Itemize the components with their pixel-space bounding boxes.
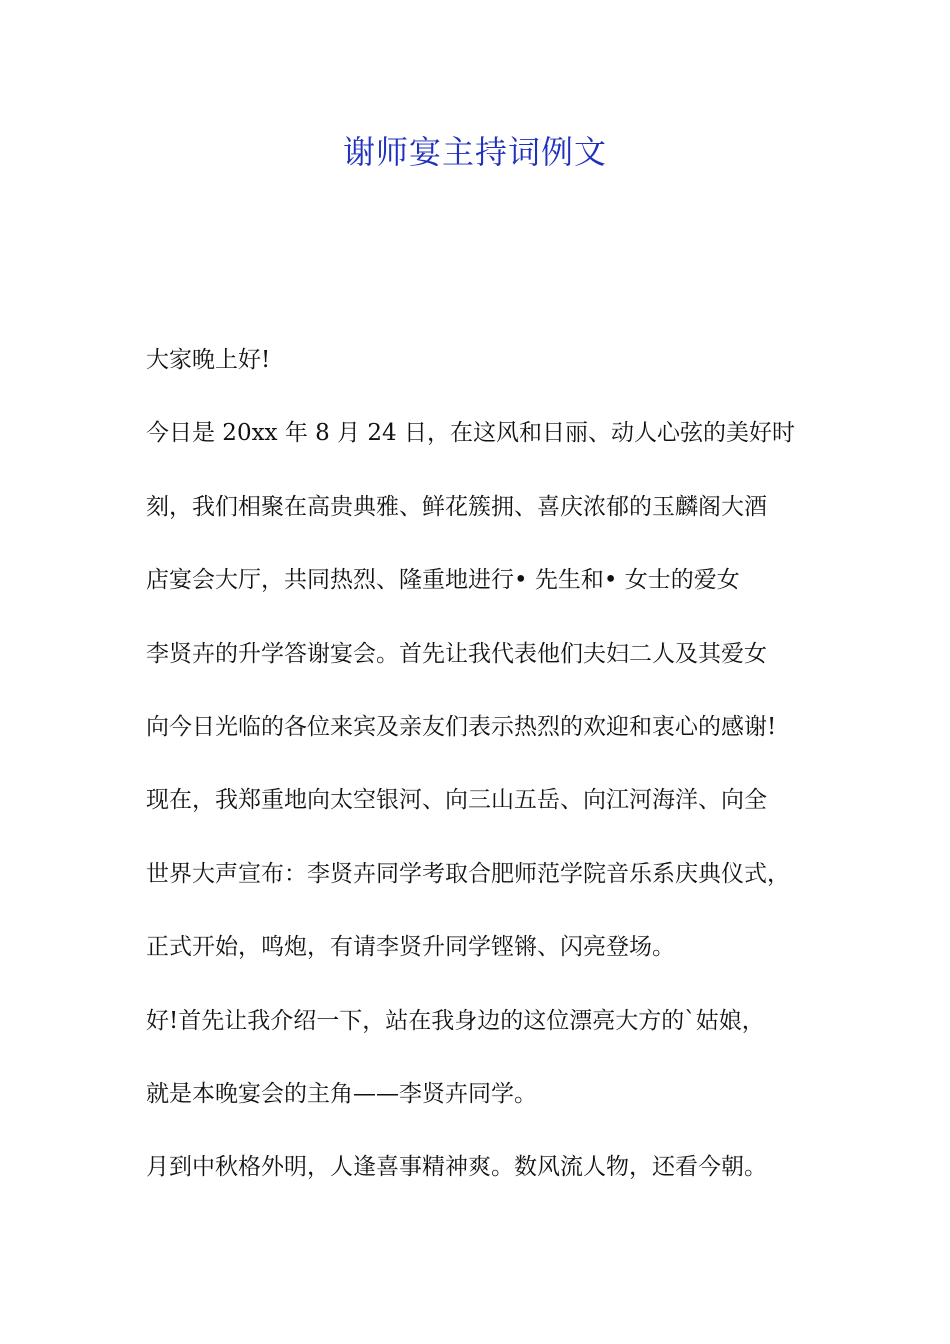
paragraph-line: 就是本晚宴会的主角——李贤卉同学。: [146, 1080, 537, 1107]
document-title: 谢师宴主持词例文: [342, 133, 607, 171]
paragraph-line: 李贤卉的升学答谢宴会。首先让我代表他们夫妇二人及其爱女: [146, 640, 767, 667]
paragraph-line: 月到中秋格外明，人逢喜事精神爽。数风流人物，还看今朝。: [146, 1154, 767, 1181]
paragraph-line: 刻，我们相聚在高贵典雅、鲜花簇拥、喜庆浓郁的玉麟阁大酒: [146, 493, 767, 520]
greeting-line: 大家晚上好!: [146, 347, 271, 373]
paragraph-line: 今日是 20xx 年 8 月 24 日，在这风和日丽、动人心弦的美好时: [146, 420, 795, 447]
paragraph-line: 好!首先让我介绍一下，站在我身边的这位漂亮大方的`姑娘，: [146, 1007, 765, 1034]
paragraph-line: 向今日光临的各位来宾及亲友们表示热烈的欢迎和衷心的感谢!: [146, 713, 777, 740]
paragraph-line: 店宴会大厅，共同热烈、隆重地进行• 先生和• 女士的爱女: [146, 567, 740, 594]
document-body: [146, 336, 836, 1192]
paragraph-line: 世界大声宣布：李贤卉同学考取合肥师范学院音乐系庆典仪式，: [146, 860, 790, 887]
paragraph-line: 现在，我郑重地向太空银河、向三山五岳、向江河海洋、向全: [146, 787, 767, 814]
paragraph-line: 正式开始，鸣炮，有请李贤升同学铿锵、闪亮登场。: [146, 934, 675, 961]
